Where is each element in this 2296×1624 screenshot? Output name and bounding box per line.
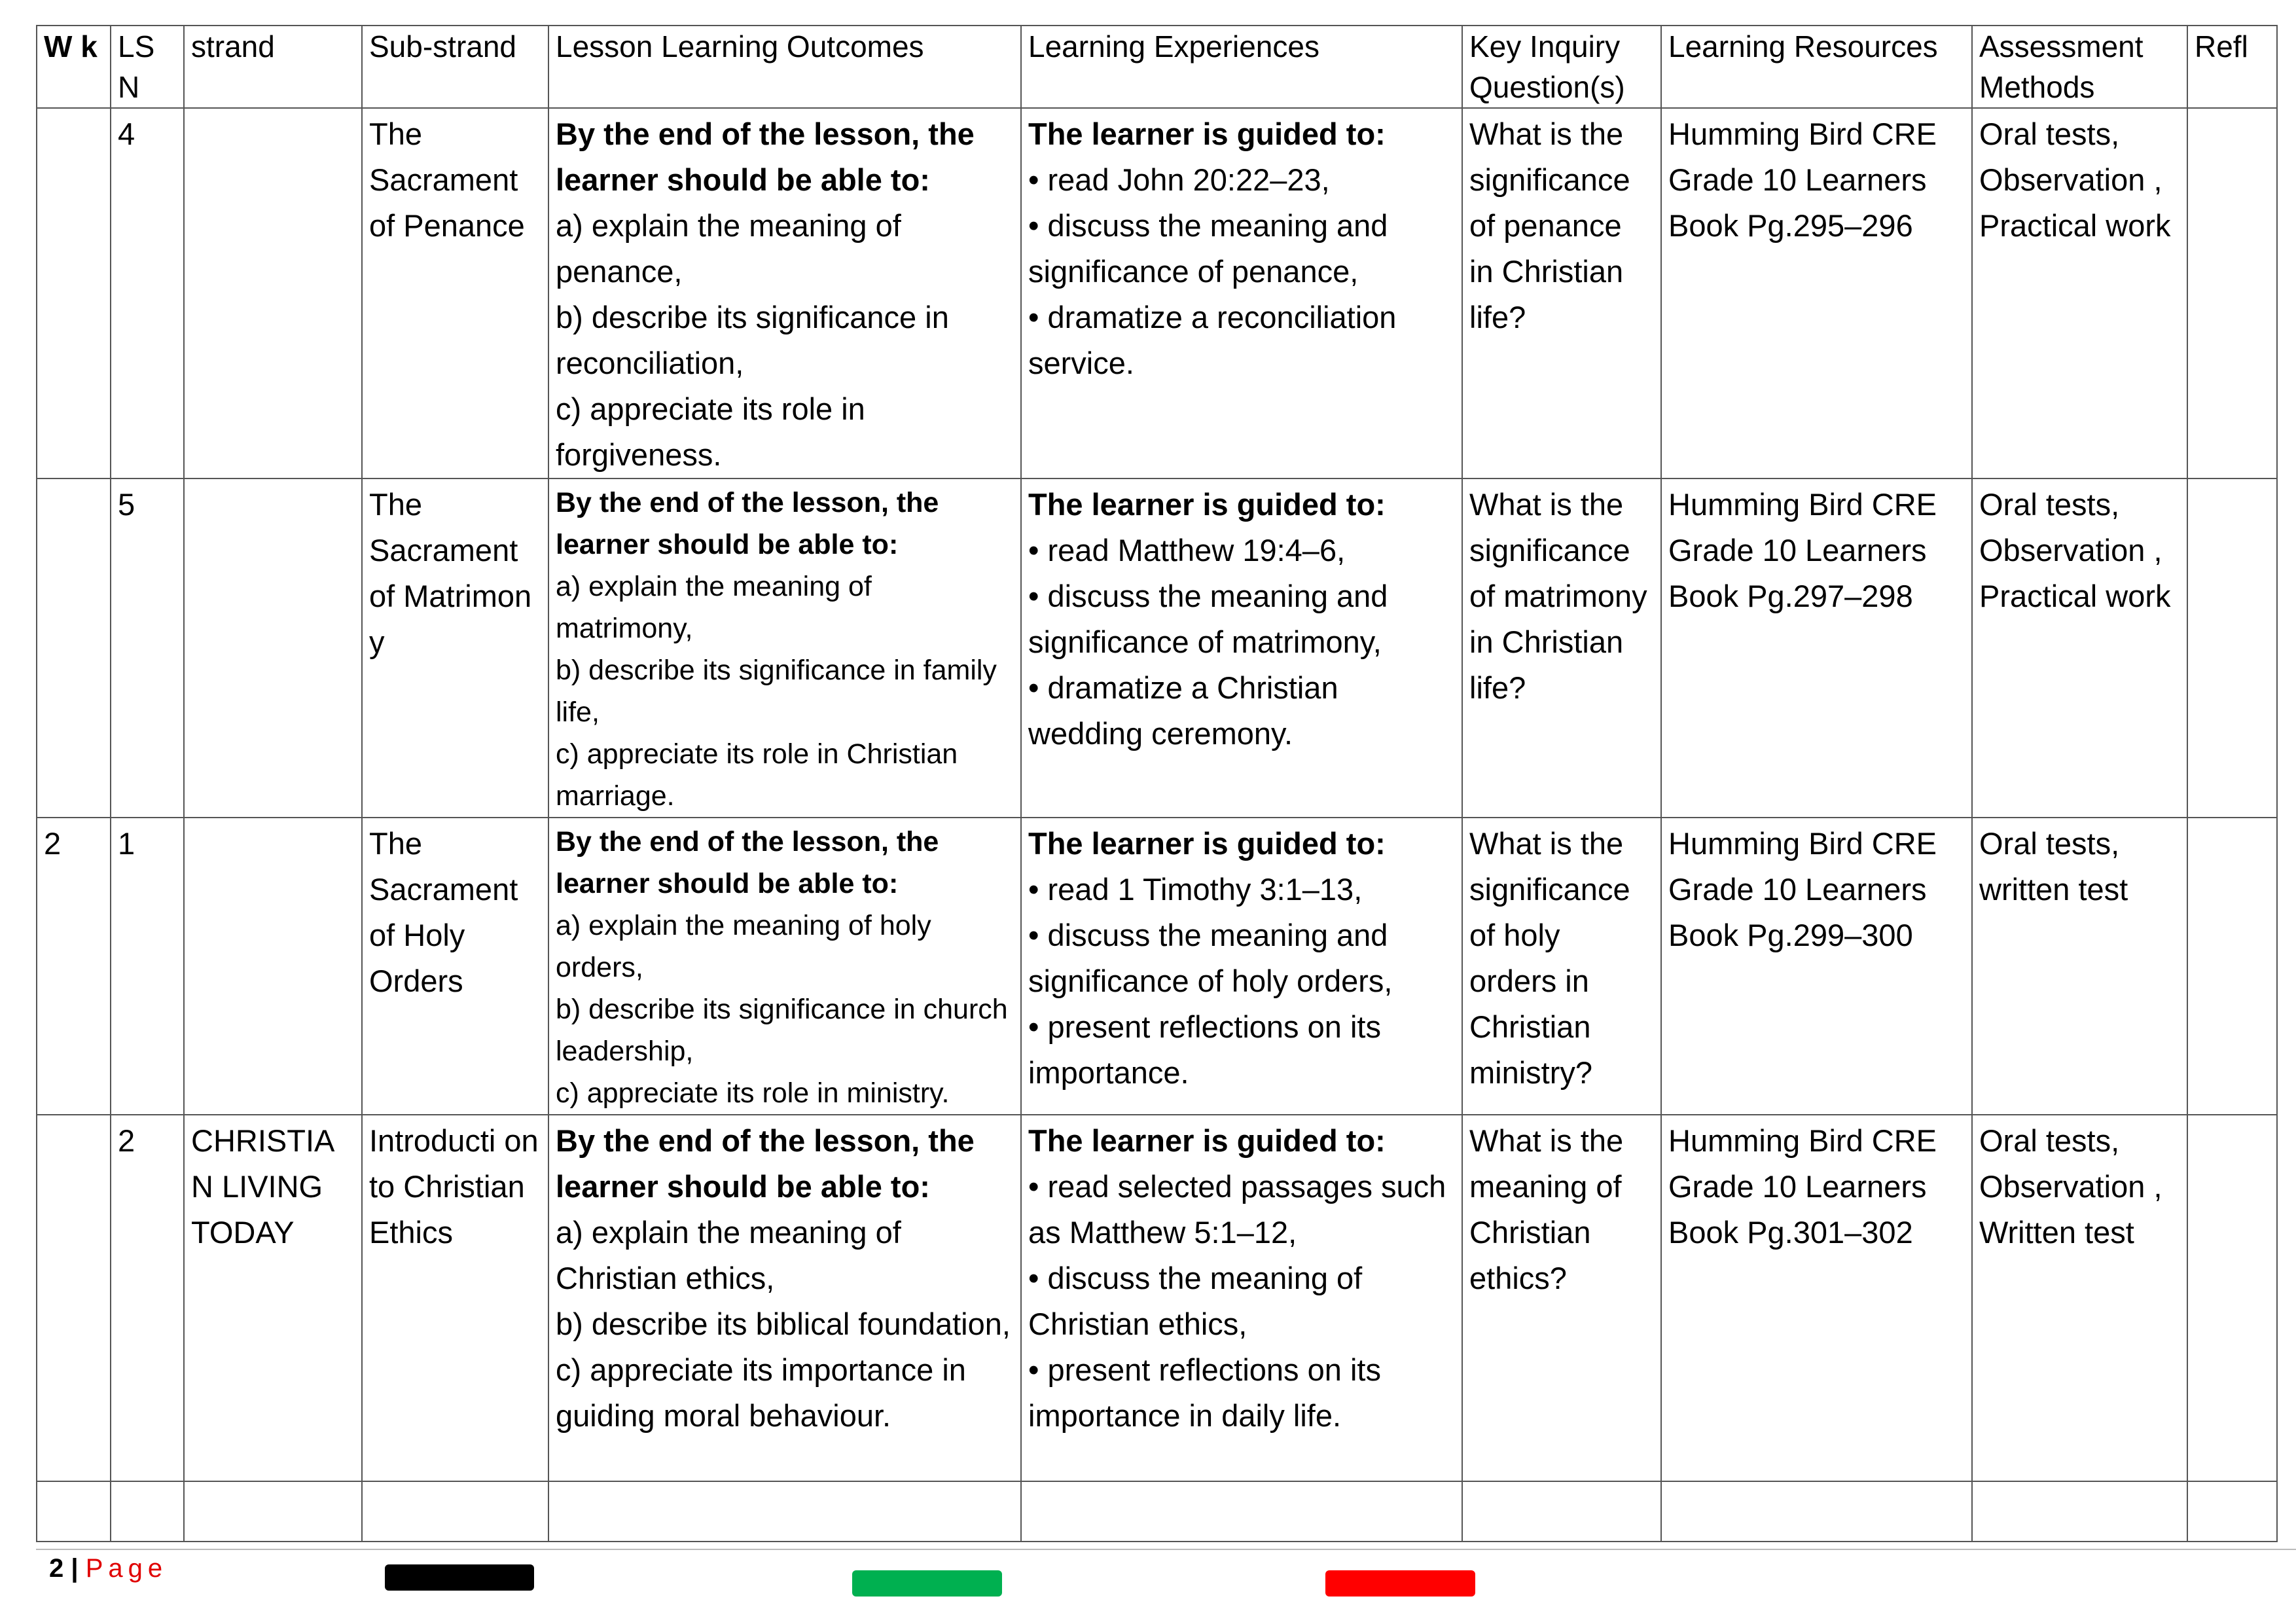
empty-cell: [1462, 1481, 1661, 1542]
red-flag-bar: [1325, 1570, 1475, 1597]
learning-outcomes-cell: [548, 1115, 1021, 1481]
empty-cell: [1021, 1481, 1462, 1542]
empty-cell: [184, 1481, 362, 1542]
header-sub-strand: Sub-strand: [362, 26, 548, 108]
experience-item: • read 1 Timothy 3:1–13,: [1028, 872, 1363, 907]
outcome-item: a) explain the meaning of penance,: [556, 208, 901, 289]
header-learning-outcomes: Lesson Learning Outcomes: [548, 26, 1021, 108]
learning-experiences-cell: [1021, 108, 1462, 478]
header-learning-experiences: Learning Experiences: [1021, 26, 1462, 108]
learning-experiences-cell: [1021, 1115, 1462, 1481]
table-row: [37, 818, 2277, 1115]
sub-strand-cell: The Sacrament of Matrimon y: [362, 478, 548, 818]
header-key-inquiry: Key Inquiry Question(s): [1462, 26, 1661, 108]
footer-rule: [36, 1549, 2296, 1550]
experience-item: • discuss the meaning of Christian ethics,: [1028, 1261, 1363, 1341]
outcome-item: b) describe its significance in church leadership,: [556, 994, 1008, 1067]
learning-outcomes-cell: [548, 478, 1021, 818]
page-footer: [49, 1554, 168, 1583]
learning-resources-cell: Humming Bird CRE Grade 10 Learners Book Pg.301–302: [1661, 1115, 1972, 1481]
outcome-item: b) describe its biblical foundation,: [556, 1307, 1011, 1341]
reflection-cell: [2187, 108, 2277, 478]
empty-cell: [548, 1481, 1021, 1542]
page-number: 2: [49, 1554, 64, 1583]
experiences-intro: The learner is guided to:: [1028, 826, 1386, 861]
header-strand: strand: [184, 26, 362, 108]
strand-cell: [184, 818, 362, 1115]
experiences-intro: The learner is guided to:: [1028, 1123, 1386, 1158]
experiences-intro: The learner is guided to:: [1028, 487, 1386, 522]
outcomes-intro: By the end of the lesson, the learner should be able to:: [556, 117, 975, 197]
header-reflection: Refl: [2187, 26, 2277, 108]
strand-cell: CHRISTIA N LIVING TODAY: [184, 1115, 362, 1481]
empty-cell: [1661, 1481, 1972, 1542]
key-inquiry-cell: What is the significance of matrimony in Christian life?: [1462, 478, 1661, 818]
outcome-item: c) appreciate its role in forgiveness.: [556, 391, 865, 472]
week-cell: [37, 1115, 111, 1481]
learning-resources-cell: Humming Bird CRE Grade 10 Learners Book Pg.299–300: [1661, 818, 1972, 1115]
table-row: [37, 108, 2277, 478]
experience-item: • read selected passages such as Matthew 5:1–12,: [1028, 1169, 1446, 1250]
green-flag-bar: [852, 1570, 1002, 1597]
empty-cell: [111, 1481, 184, 1542]
learning-outcomes-cell: [548, 818, 1021, 1115]
learning-experiences-cell: [1021, 818, 1462, 1115]
lesson-number-cell: 4: [111, 108, 184, 478]
outcome-item: b) describe its significance in reconciliation,: [556, 300, 949, 380]
outcomes-intro: By the end of the lesson, the learner should be able to:: [556, 1123, 975, 1204]
table-row: [37, 478, 2277, 818]
learning-resources-cell: Humming Bird CRE Grade 10 Learners Book Pg.295–296: [1661, 108, 1972, 478]
week-cell: 2: [37, 818, 111, 1115]
empty-row: [37, 1481, 2277, 1542]
header-week: W k: [37, 26, 111, 108]
header-row: [37, 26, 2277, 108]
outcome-item: a) explain the meaning of Christian ethics,: [556, 1215, 901, 1295]
page-word: Page: [85, 1554, 168, 1583]
empty-cell: [1972, 1481, 2187, 1542]
scheme-of-work-table: [36, 25, 2278, 1542]
outcomes-intro: By the end of the lesson, the learner should be able to:: [556, 826, 939, 899]
learning-experiences-cell: [1021, 478, 1462, 818]
reflection-cell: [2187, 818, 2277, 1115]
footer-separator: |: [71, 1554, 79, 1583]
outcomes-intro: By the end of the lesson, the learner should be able to:: [556, 487, 939, 560]
lesson-number-cell: 1: [111, 818, 184, 1115]
outcome-item: a) explain the meaning of matrimony,: [556, 571, 872, 644]
experience-item: • present reflections on its importance.: [1028, 1009, 1381, 1090]
empty-cell: [2187, 1481, 2277, 1542]
experience-item: • dramatize a Christian wedding ceremony.: [1028, 670, 1338, 751]
black-flag-bar: [385, 1564, 534, 1591]
key-inquiry-cell: What is the significance of penance in Christian life?: [1462, 108, 1661, 478]
assessment-methods-cell: Oral tests, Observation , Written test: [1972, 1115, 2187, 1481]
table-row: [37, 1115, 2277, 1481]
sub-strand-cell: Introducti on to Christian Ethics: [362, 1115, 548, 1481]
reflection-cell: [2187, 1115, 2277, 1481]
lesson-number-cell: 5: [111, 478, 184, 818]
header-assessment-methods: Assessment Methods: [1972, 26, 2187, 108]
week-cell: [37, 478, 111, 818]
experience-item: • discuss the meaning and significance of penance,: [1028, 208, 1388, 289]
assessment-methods-cell: Oral tests, Observation , Practical work: [1972, 108, 2187, 478]
assessment-methods-cell: Oral tests, Observation , Practical work: [1972, 478, 2187, 818]
outcome-item: c) appreciate its role in Christian marriage.: [556, 738, 958, 812]
outcome-item: c) appreciate its importance in guiding moral behaviour.: [556, 1352, 966, 1433]
lesson-number-cell: 2: [111, 1115, 184, 1481]
header-learning-resources: Learning Resources: [1661, 26, 1972, 108]
experience-item: • dramatize a reconciliation service.: [1028, 300, 1397, 380]
empty-cell: [37, 1481, 111, 1542]
learning-resources-cell: Humming Bird CRE Grade 10 Learners Book Pg.297–298: [1661, 478, 1972, 818]
experience-item: • read Matthew 19:4–6,: [1028, 533, 1346, 568]
sub-strand-cell: The Sacrament of Holy Orders: [362, 818, 548, 1115]
header-lesson-number: LS N: [111, 26, 184, 108]
strand-cell: [184, 478, 362, 818]
learning-outcomes-cell: [548, 108, 1021, 478]
experience-item: • discuss the meaning and significance of matrimony,: [1028, 579, 1388, 659]
experience-item: • present reflections on its importance in daily life.: [1028, 1352, 1381, 1433]
key-inquiry-cell: What is the significance of holy orders in Christian ministry?: [1462, 818, 1661, 1115]
outcome-item: b) describe its significance in family life,: [556, 655, 997, 728]
empty-cell: [362, 1481, 548, 1542]
week-cell: [37, 108, 111, 478]
experience-item: • read John 20:22–23,: [1028, 162, 1330, 197]
outcome-item: a) explain the meaning of holy orders,: [556, 910, 931, 983]
reflection-cell: [2187, 478, 2277, 818]
strand-cell: [184, 108, 362, 478]
outcome-item: c) appreciate its role in ministry.: [556, 1077, 950, 1109]
key-inquiry-cell: What is the meaning of Christian ethics?: [1462, 1115, 1661, 1481]
assessment-methods-cell: Oral tests, written test: [1972, 818, 2187, 1115]
experience-item: • discuss the meaning and significance of holy orders,: [1028, 918, 1393, 998]
experiences-intro: The learner is guided to:: [1028, 117, 1386, 151]
sub-strand-cell: The Sacrament of Penance: [362, 108, 548, 478]
